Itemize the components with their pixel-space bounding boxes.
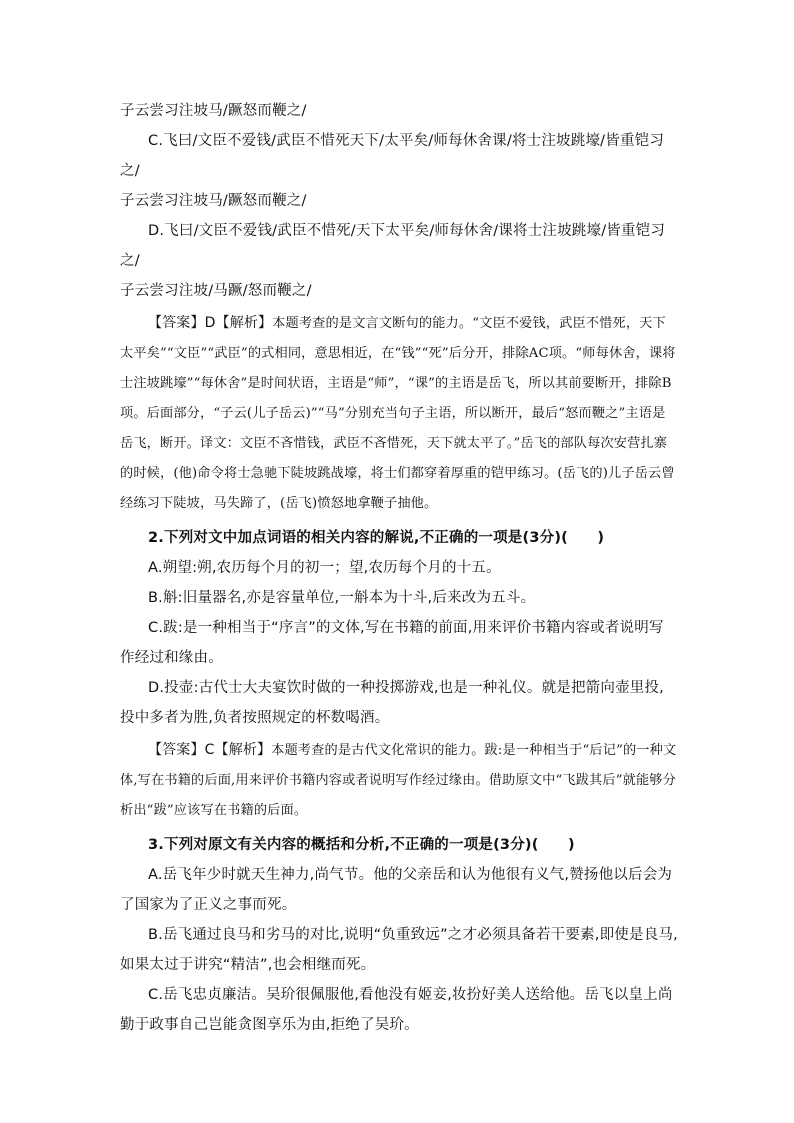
question-3-option-a: A.岳飞年少时就天生神力,尚气节。他的父亲岳和认为他很有义气,赞扬他以后会为了国家为了正义之事而死。	[120, 867, 673, 913]
question-3-option-b: B.岳飞通过良马和劣马的对比,说明“负重致远”之才必须具备若干要素,即使是良马,如果太过于讲究“精洁”,也会相继而死。	[120, 927, 678, 973]
question-2-option-b: B.斛:旧量器名,亦是容量单位,一斛本为十斗,后来改为五斗。	[148, 590, 536, 606]
analysis-tag: 【解析】	[215, 315, 273, 331]
document-page	[120, 96, 678, 1040]
answer-letter: D	[204, 315, 216, 331]
question-3-stem: 3.下列对原文有关内容的概括和分析,不正确的一项是(3分)( )	[148, 837, 575, 853]
answer-tag: 【答案】	[148, 315, 205, 331]
option-d-q1-continuation: 子云尝习注坡/马蹶/怒而鞭之/	[120, 283, 312, 299]
answer-analysis-q1	[120, 308, 678, 519]
answer-tag: 【答案】	[148, 742, 205, 758]
analysis-tag: 【解析】	[214, 742, 272, 758]
option-d-q1: D.飞曰/文臣不爱钱/武臣不惜死/天下太平矣/师每休舍/课将士注坡跳壕/皆重铠习之/	[120, 223, 666, 269]
question-2-stem: 2.下列对文中加点词语的相关内容的解说,不正确的一项是(3分)( )	[148, 530, 605, 546]
answer-analysis-q2	[120, 735, 678, 826]
question-2-option-c: C.跋:是一种相当于“序言”的文体,写在书籍的前面,用来评价书籍内容或者说明写作经过和缘由。	[120, 620, 664, 666]
question-2-option-a: A.朔望:朔,农历每个月的初一；望,农历每个月的十五。	[148, 560, 501, 576]
option-b-continuation: 子云尝习注坡马/蹶怒而鞭之/	[120, 103, 307, 119]
question-2-option-d: D.投壶:古代士大夫宴饮时做的一种投掷游戏,也是一种礼仪。就是把箭向壶里投,投中多者为胜,负者按照规定的杯数喝酒。	[120, 680, 664, 726]
answer-letter: C	[204, 742, 215, 758]
option-c-q1: C.飞曰/文臣不爱钱/武臣不惜死天下/太平矣/师每休舍课/将士注坡跳壕/皆重铠习之/	[120, 133, 665, 179]
analysis-text: 本题考查的是古代文化常识的能力。跋:是一种相当于“后记”的一种文体,写在书籍的后面,用来评价书籍内容或者说明写作经过缘由。借助原文中“飞跋其后”就能够分析出“跋”应该写在书籍的后面。	[120, 743, 677, 818]
option-c-q1-continuation: 子云尝习注坡马/蹶怒而鞭之/	[120, 193, 307, 209]
question-3-option-c: C.岳飞忠贞廉洁。吴玠很佩服他,看他没有姬妾,妆扮好美人送给他。岳飞以皇上尚勤于政事自己岂能贪图享乐为由,拒绝了吴玠。	[120, 987, 673, 1033]
analysis-text: 本题考查的是文言文断句的能力。“文臣不爱钱，武臣不惜死，天下太平矣”“文臣”“武臣”的式相同，意思相近，在“钱”“死”后分开，排除AC项。“师每休舍，课将士注坡跳壕”“每休舍”是时间状语，主语是“师”，“课”的主语是岳飞，所以其前要断开，排除B项。后面部分，“子云(儿子岳云)”“马”分别充当句子主语，所以断开，最后“怒而鞭之”主语是岳飞，断开。译文：文臣不吝惜钱，武臣不吝惜死，天下就太平了。”岳飞的部队每次安营扎寨的时候，(他)命令将士急驰下陡坡跳战壕，将士们都穿着厚重的铠甲练习。(岳飞的)儿子岳云曾经练习下陡坡，马失蹄了，(岳飞)愤怒地拿鞭子抽他。	[120, 316, 676, 511]
